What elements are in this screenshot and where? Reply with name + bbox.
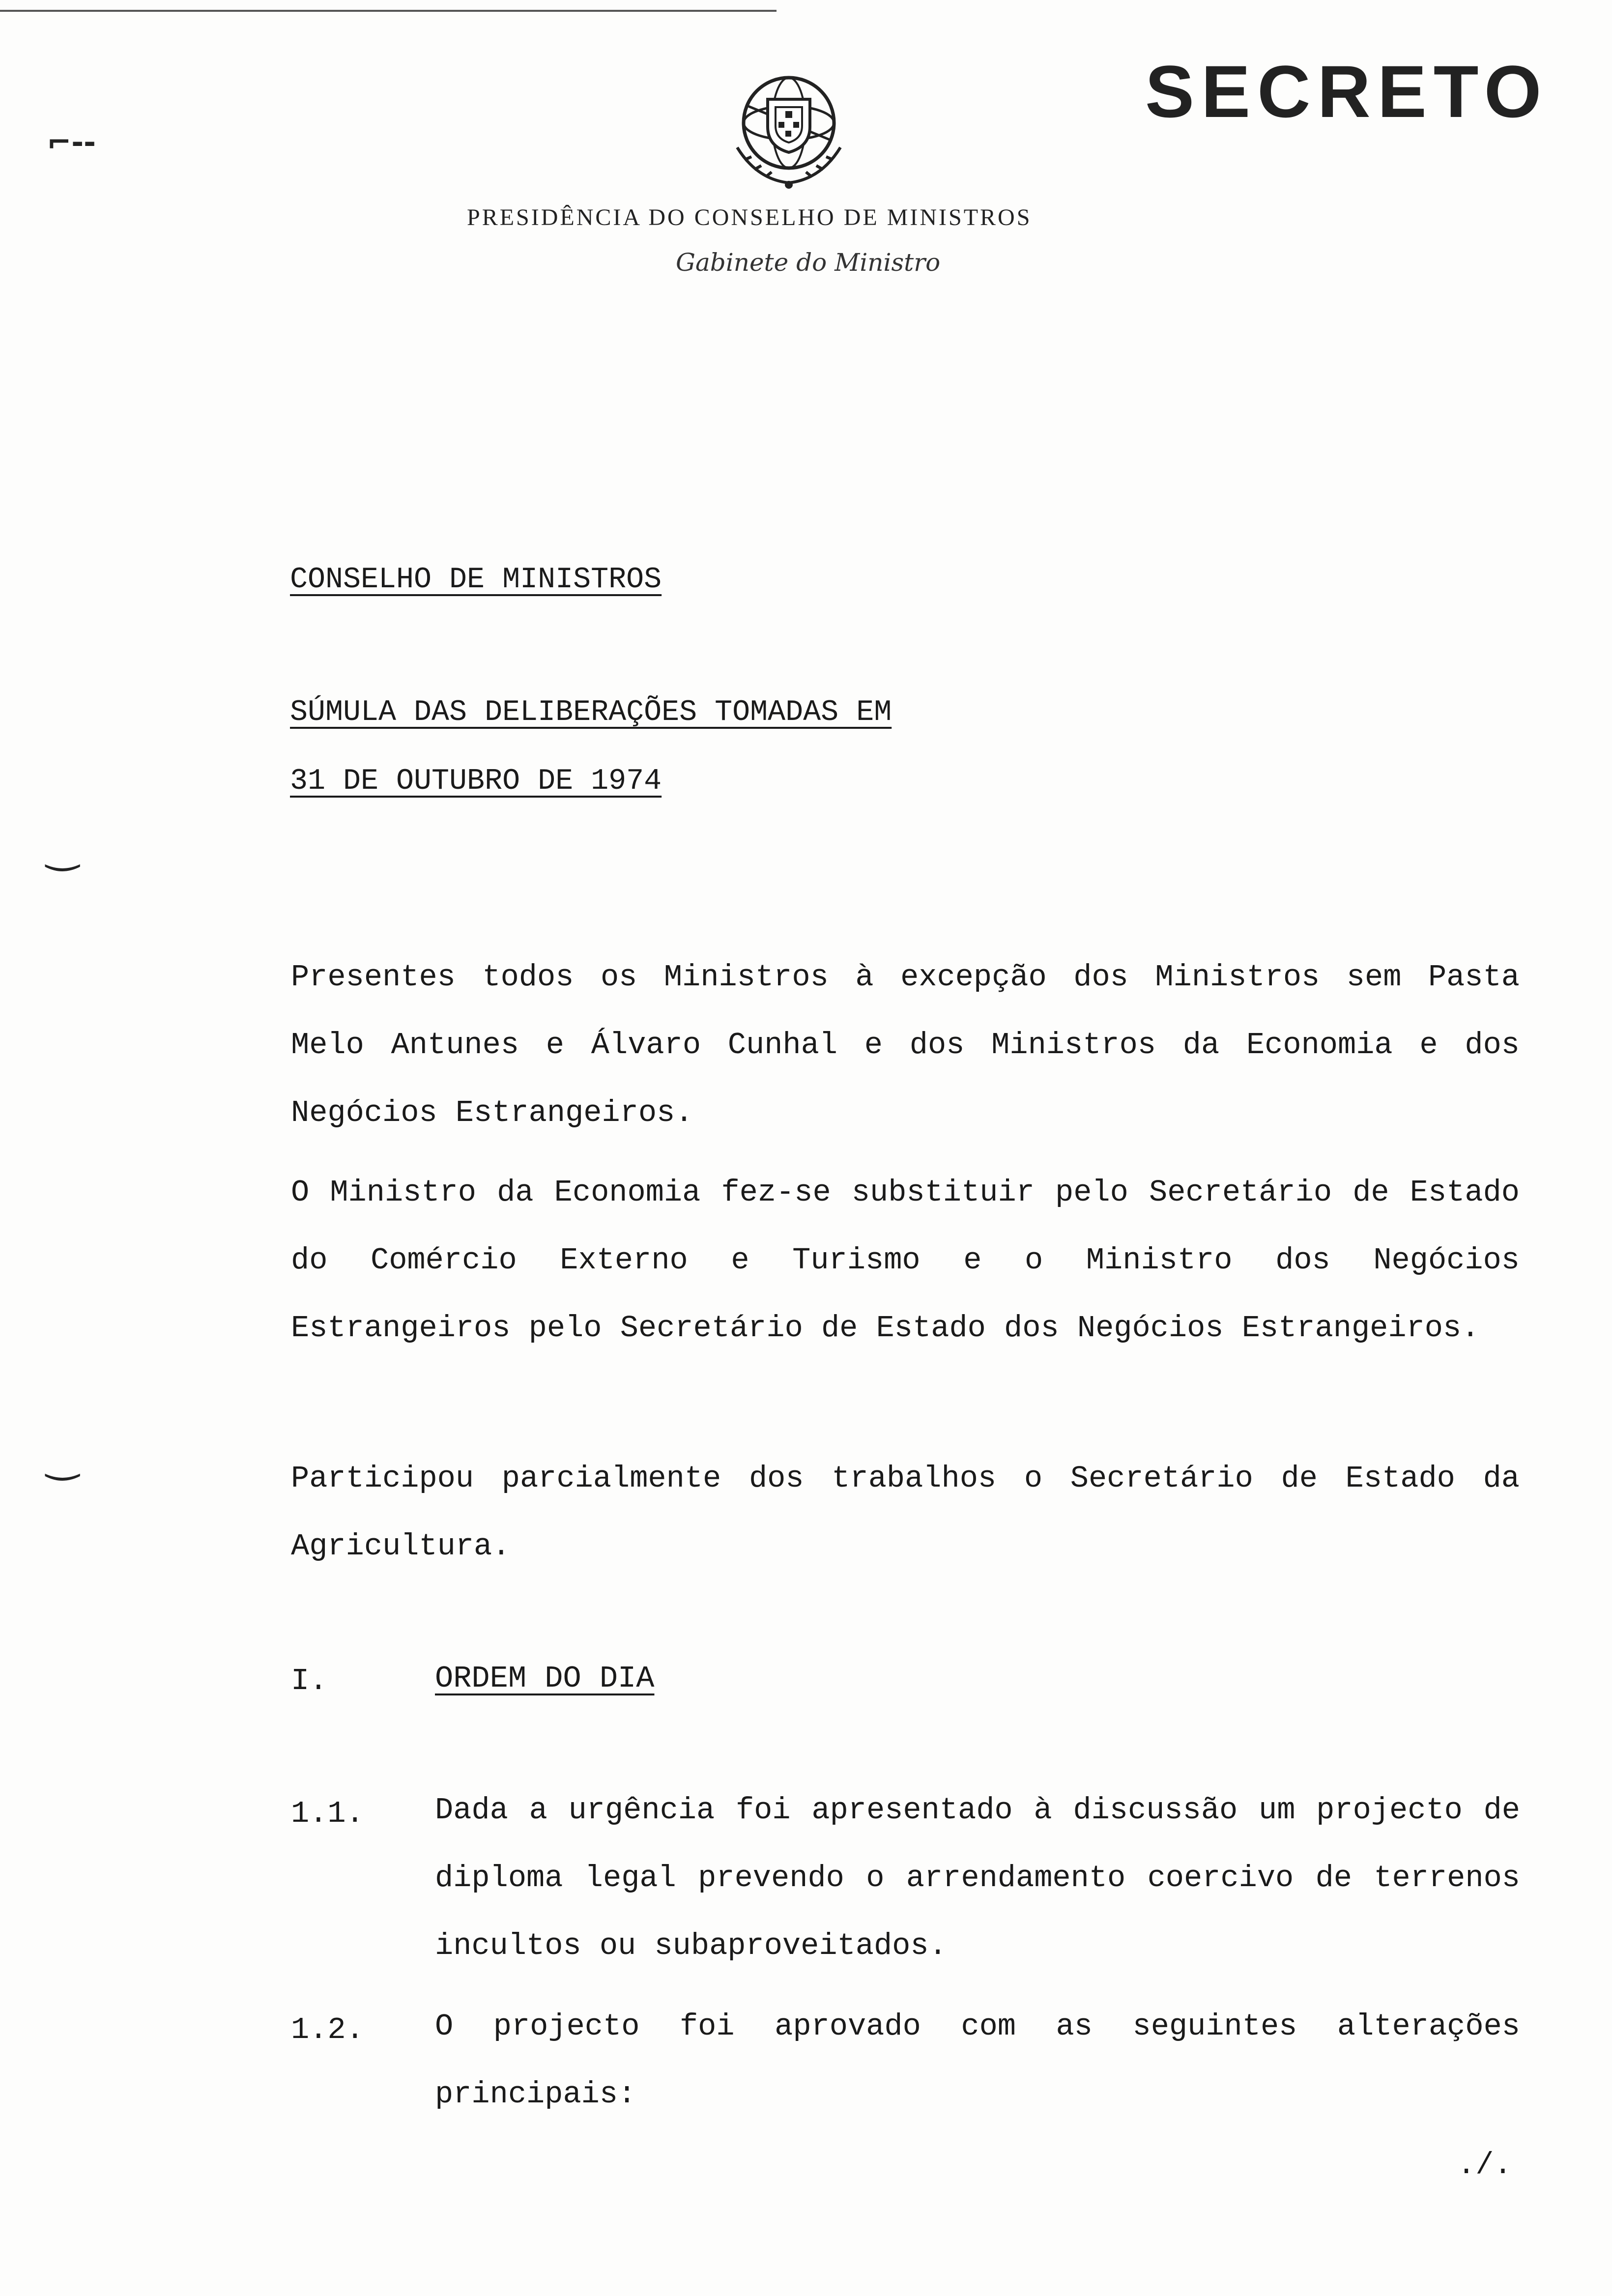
institution-heading: PRESIDÊNCIA DO CONSELHO DE MINISTROS (467, 204, 1032, 230)
section-number: I. (291, 1664, 328, 1698)
attendance-paragraph: Presentes todos os Ministros à excepção dos Ministros sem Pasta Melo Antunes e Álvaro Cunhal e dos Ministros da Economia e dos Negócios Estrangeiros. (291, 960, 1520, 1130)
office-subheading: Gabinete do Ministro (676, 248, 941, 277)
continuation-mark: ./. (1457, 2148, 1512, 2182)
classification-stamp: SECRETO (1145, 50, 1549, 133)
item-number: 1.2. (291, 2012, 364, 2047)
punch-mark: ‿ (47, 1435, 79, 1481)
summary-date: 31 DE OUTUBRO DE 1974 (290, 765, 662, 798)
item-number: 1.1. (291, 1796, 364, 1831)
council-title: CONSELHO DE MINISTROS (290, 563, 662, 597)
participation-paragraph: Participou parcialmente dos trabalhos o Secretário de Estado da Agricultura. (291, 1461, 1520, 1564)
portuguese-coat-of-arms-icon (727, 69, 850, 192)
item-text: Dada a urgência foi apresentado à discussão um projecto de diploma legal prevendo o arrendamento coercivo de terrenos incultos ou subaproveitados. (435, 1793, 1520, 1963)
section-title: ORDEM DO DIA (435, 1661, 655, 1696)
scan-mark: ⌐-- (47, 125, 96, 160)
item-text: O projecto foi aprovado com as seguintes alterações principais: (435, 2009, 1520, 2112)
top-rule (0, 10, 777, 12)
substitution-paragraph: O Ministro da Economia fez-se substituir pelo Secretário de Estado do Comércio Externo e Turismo e o Ministro dos Negócios Estrangeiros pelo Secretário de Estado dos Negócios Estrangeiros. (291, 1175, 1520, 1346)
punch-mark: ‿ (47, 826, 79, 871)
summary-title: SÚMULA DAS DELIBERAÇÕES TOMADAS EM (290, 696, 892, 729)
